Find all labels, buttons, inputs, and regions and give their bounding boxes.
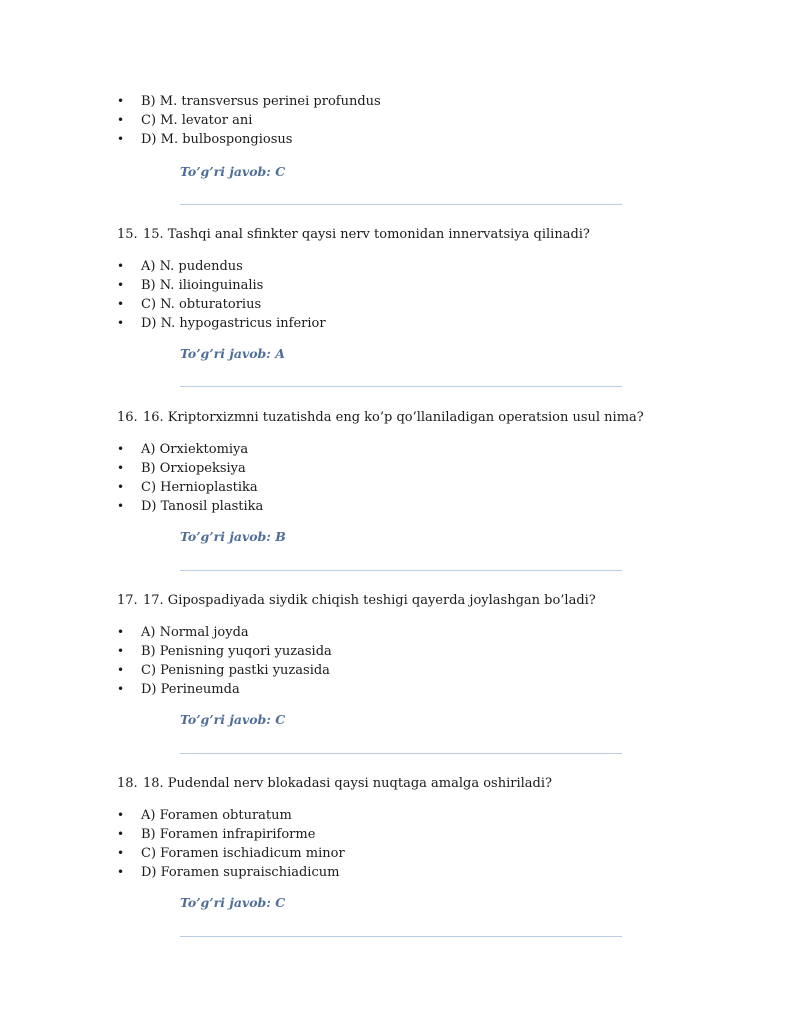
bullet-icon: • (117, 625, 125, 639)
list-item: • A) Normal joyda (117, 625, 249, 640)
list-item: • D) N. hypogastricus inferior (117, 316, 326, 331)
q17-answer: To’g’ri javob: C (180, 712, 286, 727)
list-item: • C) Foramen ischiadicum minor (117, 846, 345, 861)
question-number: 18. (117, 776, 138, 791)
bullet-icon: • (117, 113, 125, 127)
bullet-icon: • (117, 132, 125, 146)
list-item: • A) Orxiektomiya (117, 442, 249, 457)
divider (180, 386, 622, 387)
divider (180, 936, 622, 937)
bullet-icon: • (117, 808, 125, 822)
bullet-icon: • (117, 461, 125, 475)
list-item: • A) N. pudendus (117, 259, 243, 274)
list-item: • B) Orxiopeksiya (117, 461, 246, 476)
list-item: • C) Hernioplastika (117, 480, 258, 495)
list-item: • D) Perineumda (117, 682, 240, 697)
bullet-icon: • (117, 663, 125, 677)
q18-question (117, 775, 552, 793)
bullet-icon: • (117, 316, 125, 330)
list-item: • B) M. transversus perinei profundus (117, 94, 381, 109)
q15-options (117, 257, 326, 333)
list-item: • A) Foramen obturatum (117, 808, 292, 823)
q18-answer: To’g’ri javob: C (180, 895, 286, 910)
list-item: • C) Penisning pastki yuzasida (117, 663, 330, 678)
q14-answer: To’g’ri javob: C (180, 164, 286, 179)
bullet-icon: • (117, 499, 125, 513)
q14-options (117, 92, 381, 149)
list-item: • B) N. ilioinguinalis (117, 278, 264, 293)
bullet-icon: • (117, 480, 125, 494)
question-text: 15. Tashqi anal sfinkter qaysi nerv tomonidan innervatsiya qilinadi? (143, 227, 590, 242)
q16-answer: To’g’ri javob: B (180, 529, 286, 544)
bullet-icon: • (117, 846, 125, 860)
bullet-icon: • (117, 94, 125, 108)
question-number: 16. (117, 410, 138, 425)
list-item: • D) M. bulbospongiosus (117, 132, 293, 147)
list-item: • C) N. obturatorius (117, 297, 262, 312)
divider (180, 753, 622, 754)
q16-question (117, 409, 644, 427)
q17-question (117, 592, 596, 610)
divider (180, 570, 622, 571)
bullet-icon: • (117, 682, 125, 696)
q17-options (117, 623, 332, 699)
bullet-icon: • (117, 644, 125, 658)
list-item: • D) Tanosil plastika (117, 499, 264, 514)
bullet-icon: • (117, 827, 125, 841)
list-item: • D) Foramen supraischiadicum (117, 865, 340, 880)
bullet-icon: • (117, 259, 125, 273)
q16-options (117, 440, 263, 516)
bullet-icon: • (117, 297, 125, 311)
list-item: • C) M. levator ani (117, 113, 253, 128)
question-number: 17. (117, 593, 138, 608)
bullet-icon: • (117, 278, 125, 292)
question-text: 16. Kriptorxizmni tuzatishda eng ko’p qo’llaniladigan operatsion usul nima? (143, 410, 644, 425)
q15-answer: To’g’ri javob: A (180, 346, 285, 361)
q15-question (117, 226, 590, 244)
bullet-icon: • (117, 442, 125, 456)
list-item: • B) Foramen infrapiriforme (117, 827, 316, 842)
question-number: 15. (117, 227, 138, 242)
list-item: • B) Penisning yuqori yuzasida (117, 644, 332, 659)
question-text: 18. Pudendal nerv blokadasi qaysi nuqtaga amalga oshiriladi? (143, 776, 552, 791)
question-text: 17. Gipospadiyada siydik chiqish teshigi qayerda joylashgan bo’ladi? (143, 593, 596, 608)
q18-options (117, 806, 345, 882)
divider (180, 204, 622, 205)
bullet-icon: • (117, 865, 125, 879)
